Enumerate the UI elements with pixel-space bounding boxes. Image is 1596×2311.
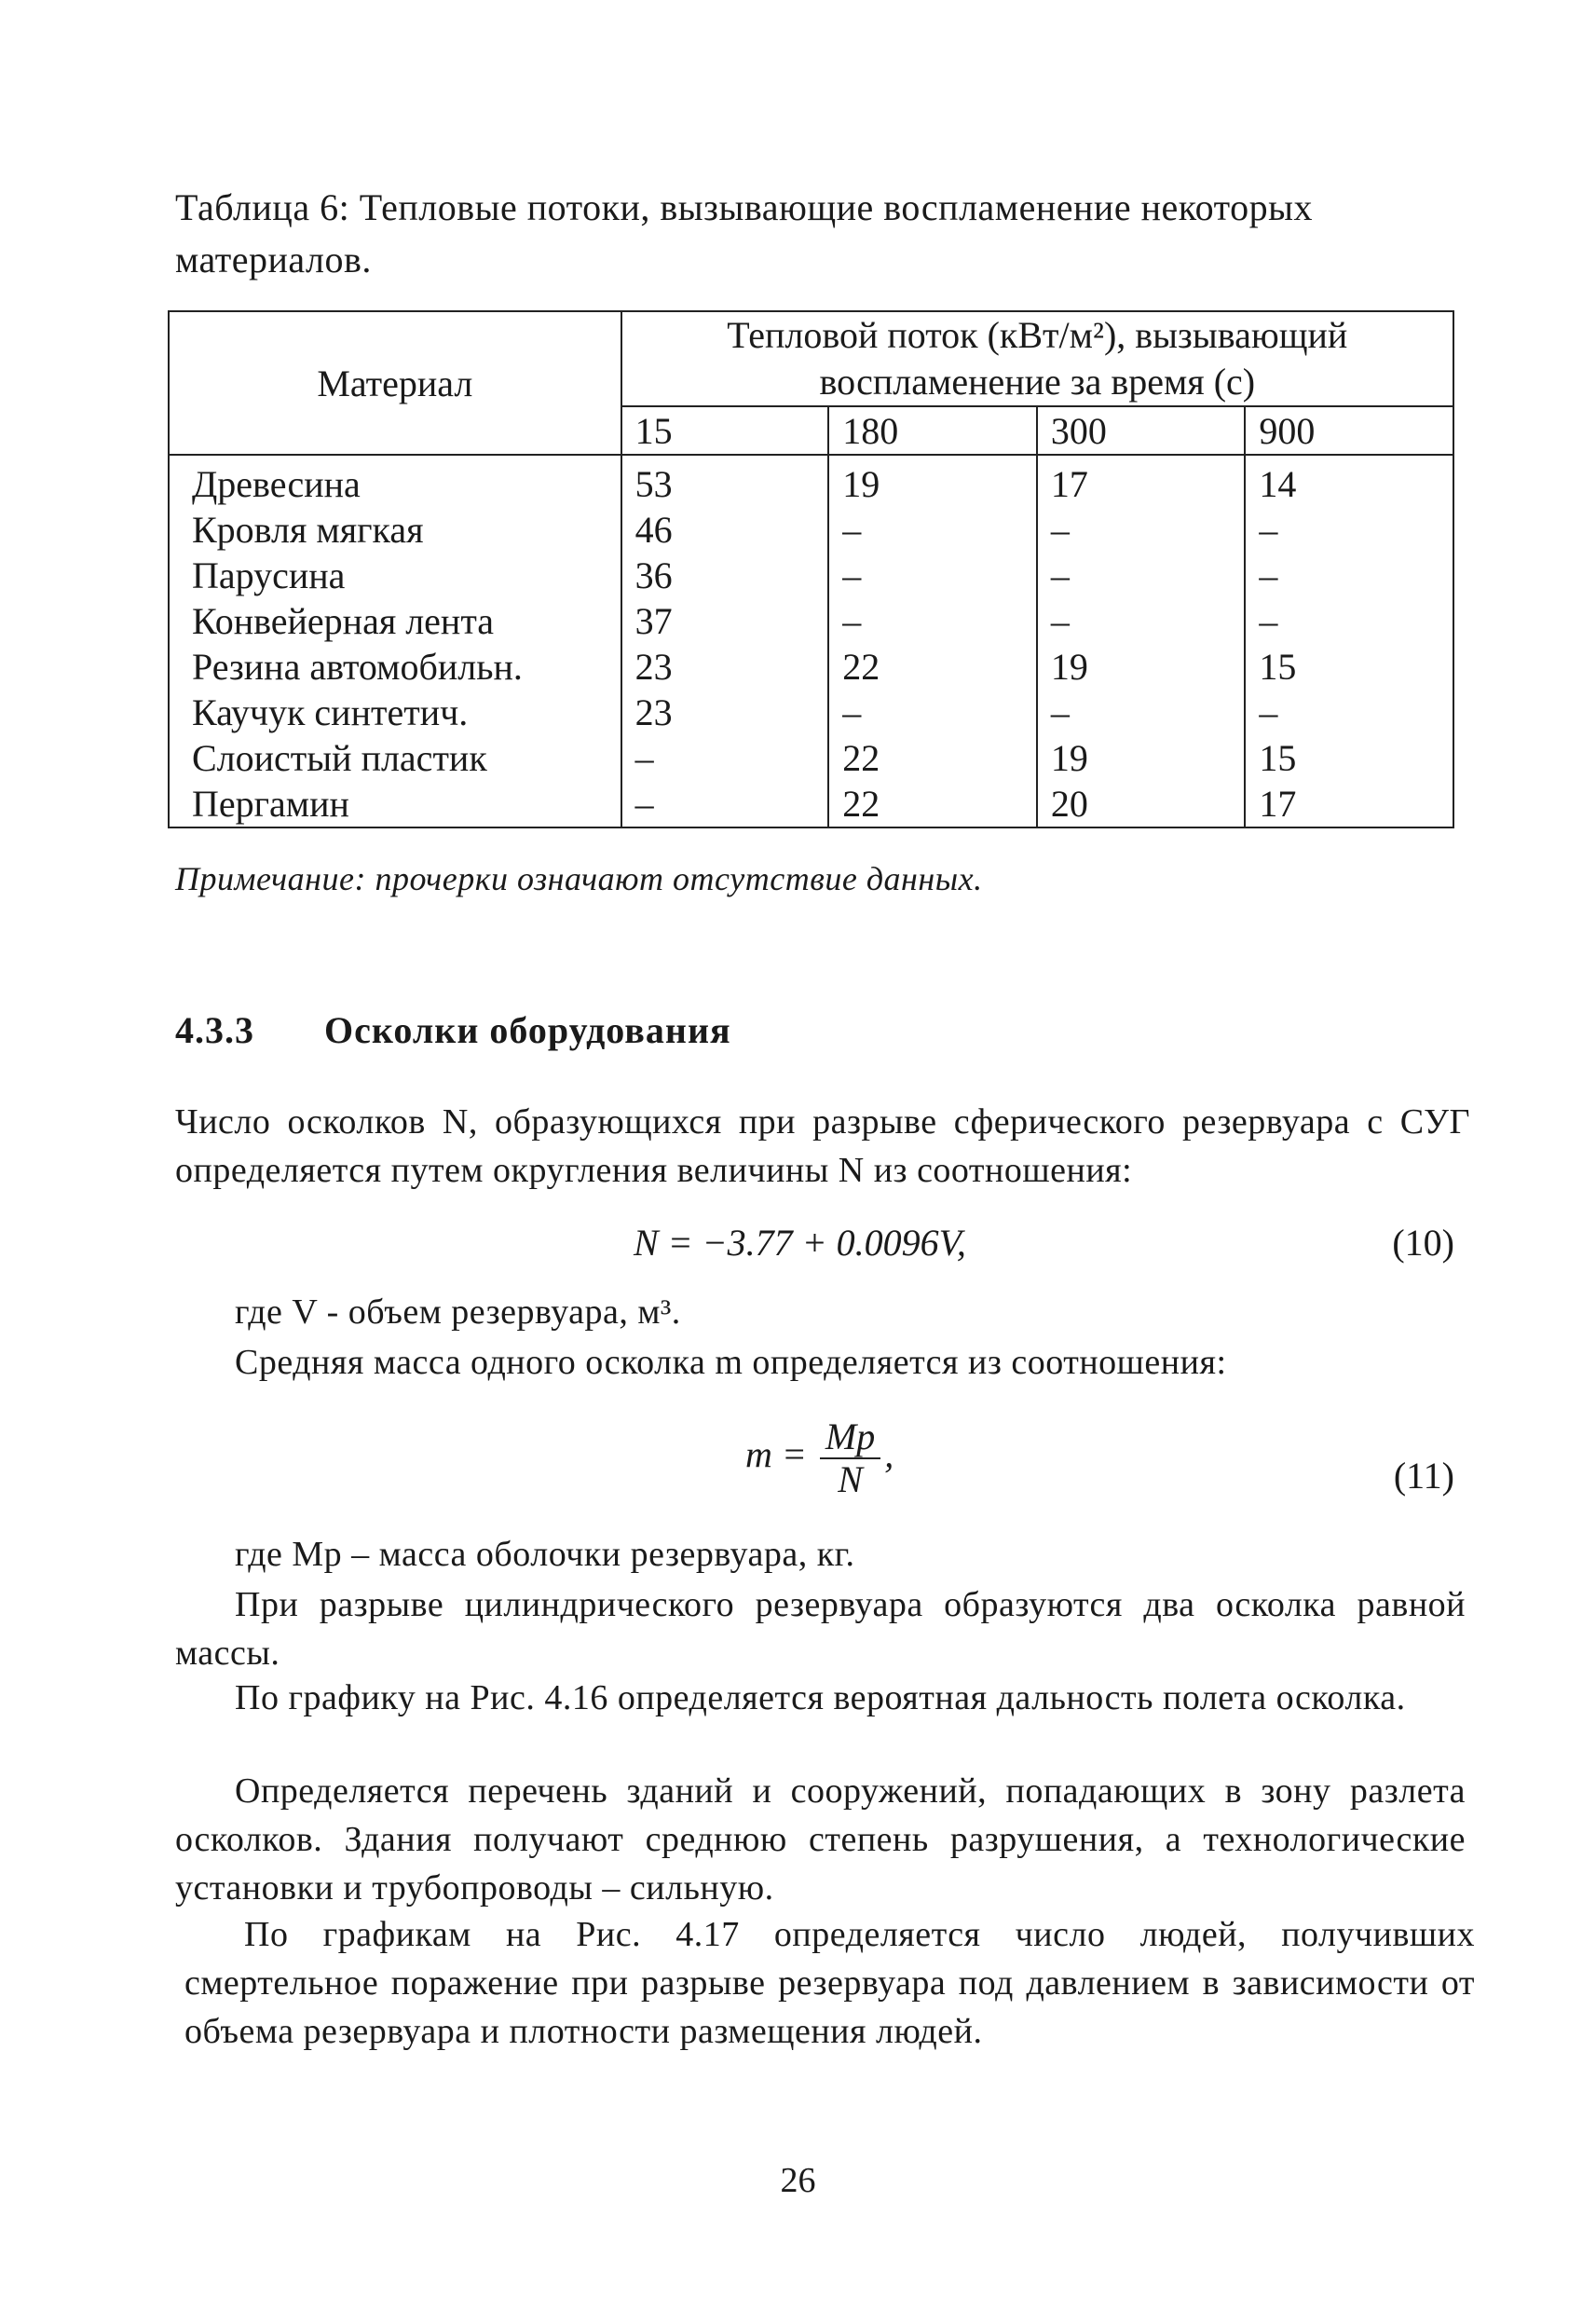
cell-material: Кровля мягкая [169, 507, 621, 553]
section-number: 4.3.3 [175, 1009, 254, 1051]
header-flux-line1: Тепловой поток (кВт/м²), вызывающий [727, 314, 1348, 356]
cell-value: – [1037, 507, 1246, 553]
cell-value: – [1037, 690, 1246, 735]
cell-value: 22 [828, 781, 1037, 827]
cell-value: 20 [1037, 781, 1246, 827]
header-time-15: 15 [621, 406, 829, 455]
header-time-300: 300 [1037, 406, 1246, 455]
cell-value: – [1245, 598, 1453, 644]
formula-10: N = −3.77 + 0.0096V, [634, 1222, 966, 1264]
cell-value: 17 [1037, 455, 1246, 507]
table-header-row [169, 311, 1453, 406]
cell-material: Конвейерная лента [169, 598, 621, 644]
paragraph-1: Число осколков N, образующихся при разрыве сферического резервуара с СУГ определяется путем округления величины N из соотношения: [175, 1102, 1470, 1190]
cell-value: – [828, 507, 1037, 553]
table-row [169, 690, 1453, 735]
table-body [169, 455, 1453, 827]
formula-11-lhs: m = [745, 1433, 807, 1476]
cell-value: 22 [828, 735, 1037, 781]
section-heading [175, 1008, 731, 1052]
cell-value: 37 [621, 598, 829, 644]
cell-value: 19 [1037, 735, 1246, 781]
page-number: 26 [780, 2161, 816, 2200]
cell-value: – [828, 598, 1037, 644]
cell-material: Слоистый пластик [169, 735, 621, 781]
cell-value: 23 [621, 690, 829, 735]
section-title: Осколки оборудования [324, 1009, 731, 1051]
cell-material: Древесина [169, 455, 621, 507]
header-flux [621, 311, 1453, 406]
paragraph-5: При разрыве цилиндрического резервуара образуются два осколка равной массы. [175, 1585, 1466, 1673]
paragraph-8: По графикам на Рис. 4.17 определяется число людей, получивших смертельное поражение при разрыве резервуара под давлением в зависимости от объема резервуара и плотности размещения людей. [184, 1915, 1475, 2051]
equation-number-11: (11) [1393, 1455, 1454, 1497]
header-time-180: 180 [828, 406, 1037, 455]
heat-flux-table [168, 310, 1454, 828]
cell-value: 46 [621, 507, 829, 553]
cell-value: – [621, 781, 829, 827]
cell-value: – [1037, 553, 1246, 598]
cell-value: 53 [621, 455, 829, 507]
cell-material: Резина автомобильн. [169, 644, 621, 690]
cell-value: – [1245, 507, 1453, 553]
table-caption: Таблица 6: Тепловые потоки, вызывающие воспламенение некоторых материалов. [175, 186, 1313, 280]
header-time-900: 900 [1245, 406, 1453, 455]
cell-value: 23 [621, 644, 829, 690]
cell-value: 19 [1037, 644, 1246, 690]
cell-material: Пергамин [169, 781, 621, 827]
cell-value: 17 [1245, 781, 1453, 827]
cell-value: – [1245, 690, 1453, 735]
paragraph-4: где Mp – масса оболочки резервуара, кг. [235, 1535, 855, 1574]
formula-11-denominator: N [838, 1458, 863, 1500]
formula-11-fraction [820, 1416, 880, 1500]
header-material: Материал [169, 311, 621, 455]
cell-value: – [1037, 598, 1246, 644]
paragraph-3: Средняя масса одного осколка m определяется из соотношения: [235, 1343, 1227, 1382]
cell-value: 15 [1245, 644, 1453, 690]
formula-11-numerator: Mp [820, 1416, 880, 1459]
paragraph-2: где V - объем резервуара, м³. [235, 1292, 681, 1332]
paragraph-7: Определяется перечень зданий и сооружений, попадающих в зону разлета осколков. Здания получают среднюю степень разрушения, а технологические установки и трубопроводы – сильную. [175, 1771, 1466, 1908]
table-row [169, 781, 1453, 827]
equation-number-10: (10) [1392, 1222, 1454, 1264]
cell-material: Парусина [169, 553, 621, 598]
table-note: Примечание: прочерки означают отсутствие данных. [175, 860, 983, 897]
cell-value: 36 [621, 553, 829, 598]
cell-value: – [621, 735, 829, 781]
header-flux-line2: воспламенение за время (с) [819, 361, 1256, 403]
formula-11: m = $\frac{Mp}{N}$ , [745, 1415, 894, 1500]
table-row [169, 553, 1453, 598]
table-row [169, 598, 1453, 644]
cell-value: – [828, 553, 1037, 598]
table-row [169, 735, 1453, 781]
cell-value: 19 [828, 455, 1037, 507]
cell-material: Каучук синтетич. [169, 690, 621, 735]
table-row [169, 455, 1453, 507]
cell-value: 15 [1245, 735, 1453, 781]
cell-value: – [828, 690, 1037, 735]
cell-value: – [1245, 553, 1453, 598]
table-row [169, 644, 1453, 690]
cell-value: 14 [1245, 455, 1453, 507]
table-row [169, 507, 1453, 553]
paragraph-6: По графику на Рис. 4.16 определяется вероятная дальность полета осколка. [235, 1678, 1406, 1717]
cell-value: 22 [828, 644, 1037, 690]
